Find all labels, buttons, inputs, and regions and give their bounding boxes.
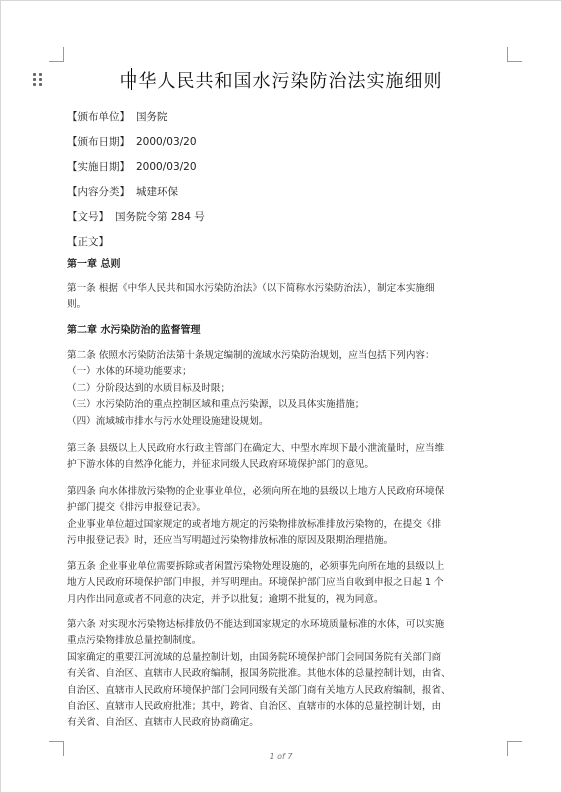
article-2 xyxy=(67,348,511,430)
list-item: （四）流域城市排水与污水处理设施建设规划。 xyxy=(67,415,269,427)
article-line: 国家确定的重要江河流域的总量控制计划，由国务院环境保护部门会同国务院有关部门商 xyxy=(67,651,442,663)
meta-value: 2000/03/20 xyxy=(136,161,197,173)
chapter-heading: 第一章 总则 xyxy=(67,259,121,270)
article-4 xyxy=(67,484,511,550)
article-6 xyxy=(67,617,511,732)
list-item: （三）水污染防治的重点控制区域和重点污染源，以及具体实施措施； xyxy=(67,399,365,411)
article-line: 污申报登记表》时，还应当写明超过污染物排放标准的原因及限期治理措施。 xyxy=(67,535,394,547)
chapter-1 xyxy=(67,257,511,273)
article-line: 护部门提交《排污申报登记表》。 xyxy=(67,502,207,514)
article-line: 第五条 企业事业单位需要拆除或者闲置污染物处理设施的，必须事先向所在地的县级以上 xyxy=(67,561,445,572)
meta-label: 【文号】 xyxy=(67,211,109,223)
meta-issue-date xyxy=(67,134,197,149)
article-line: 月内作出同意或者不同意的决定，并予以批复；逾期不批复的，视为同意。 xyxy=(67,593,384,605)
article-line: 第二条 依照水污染防治法第十条规定编制的流域水污染防治规划，应当包括下列内容： xyxy=(67,350,435,361)
list-item: （二）分阶段达到的水质目标及时限； xyxy=(67,382,231,394)
article-line: 护下游水体的自然净化能力，并征求同级人民政府环境保护部门的意见。 xyxy=(67,459,374,471)
article-line: 第六条 对实现水污染物达标排放仍不能达到国家规定的水环境质量标准的水体，可以实施 xyxy=(67,619,445,630)
meta-body-marker xyxy=(67,234,115,249)
document-title[interactable]: 中华人民共和国水污染防治法实施细则 xyxy=(119,71,443,92)
article-line: 自治区、直辖市人民政府批准；其中，跨省、自治区、直辖市的水体的总量控制计划，由 xyxy=(67,701,442,713)
margin-corner-top-left xyxy=(49,47,64,62)
drag-handle-icon[interactable] xyxy=(33,73,43,87)
meta-label: 【内容分类】 xyxy=(67,186,130,198)
meta-effective-date xyxy=(67,159,197,174)
meta-value: 国务院 xyxy=(136,111,168,123)
meta-value: 2000/03/20 xyxy=(136,136,197,148)
article-1 xyxy=(67,281,511,314)
chapter-heading: 第二章 水污染防治的监督管理 xyxy=(67,325,201,336)
page-number: 1 of 7 xyxy=(269,752,293,761)
meta-category xyxy=(67,184,178,199)
article-line: 有关省、自治区、直辖市人民政府编制，报国务院批准。其他水体的总量控制计划，由省、 xyxy=(67,668,451,680)
article-3 xyxy=(67,441,511,474)
meta-document-number xyxy=(67,209,205,224)
article-line: 第四条 向水体排放污染物的企业事业单位，必须向所在地的县级以上地方人民政府环境保 xyxy=(67,486,445,497)
meta-label: 【颁布日期】 xyxy=(67,136,130,148)
meta-value: 国务院令第 284 号 xyxy=(115,211,205,223)
meta-issuer xyxy=(67,109,168,124)
article-line: 有关省、自治区、直辖市人民政府协商确定。 xyxy=(67,717,259,729)
article-line: 自治区、直辖市人民政府环境保护部门会同同级有关部门商有关地方人民政府编制，报省、 xyxy=(67,684,451,696)
chapter-2 xyxy=(67,323,511,339)
article-line: 第一条 根据《中华人民共和国水污染防治法》（以下简称水污染防治法），制定本实施细 xyxy=(67,283,435,294)
article-5 xyxy=(67,559,511,608)
meta-value: 城建环保 xyxy=(136,186,178,198)
meta-label: 【颁布单位】 xyxy=(67,111,130,123)
list-item: （一）水体的环境功能要求； xyxy=(67,366,192,378)
article-line: 企业事业单位超过国家规定的或者地方规定的污染物排放标准排放污染物的，在提交《排 xyxy=(67,518,442,530)
article-line: 第三条 县级以上人民政府水行政主管部门在确定大、中型水库坝下最小泄流量时，应当维 xyxy=(67,443,445,454)
article-line: 地方人民政府环境保护部门申报，并写明理由。环境保护部门应当自收到申报之日起 1 个 xyxy=(67,577,444,589)
article-line: 重点污染物排放总量控制制度。 xyxy=(67,635,202,647)
meta-label: 【正文】 xyxy=(67,236,109,248)
article-line: 则。 xyxy=(67,299,87,311)
meta-label: 【实施日期】 xyxy=(67,161,130,173)
margin-corner-top-right xyxy=(507,47,522,62)
